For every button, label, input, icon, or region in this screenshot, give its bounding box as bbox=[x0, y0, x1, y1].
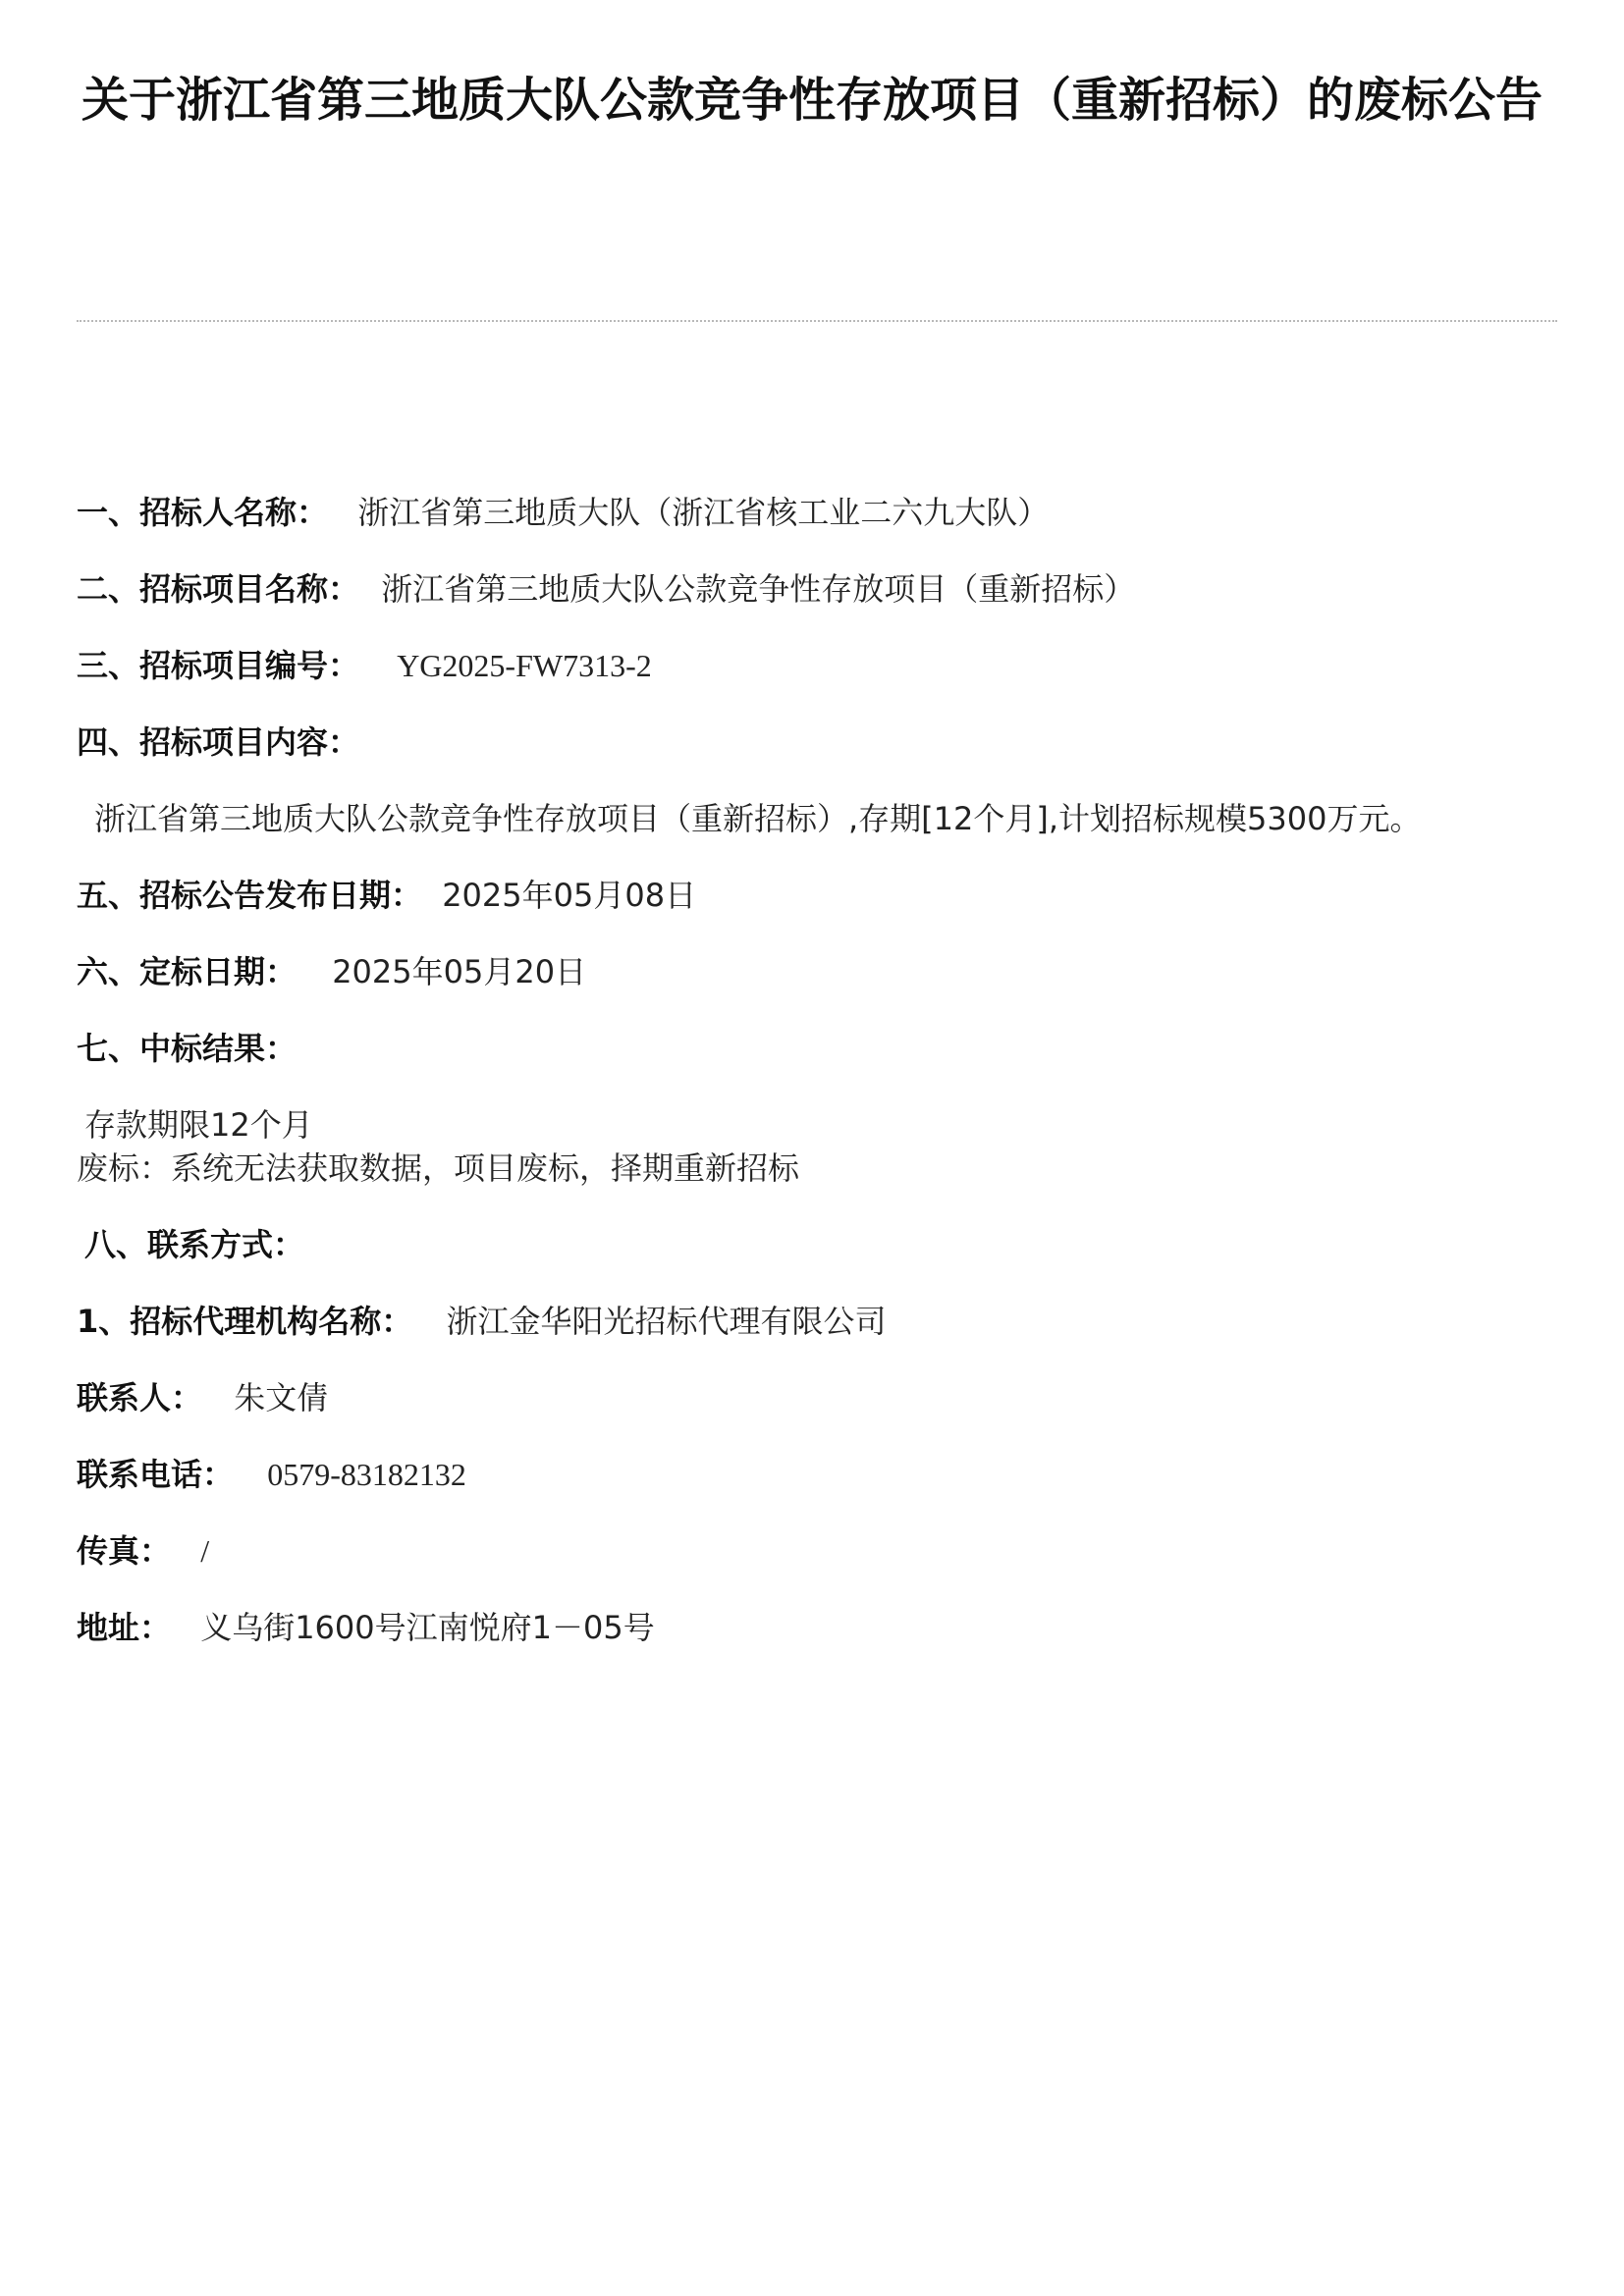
project-name-row bbox=[77, 567, 1135, 611]
agency-name-row bbox=[77, 1300, 886, 1343]
fax-label: 传真： bbox=[77, 1532, 172, 1570]
contact-heading-label: 八、联系方式： bbox=[84, 1226, 305, 1263]
project-content-text: 浙江省第三地质大队公款竞争性存放项目（重新招标）,存期[12个月],计划招标规模5300万元。 bbox=[94, 800, 1422, 837]
publish-date-value: 2025年05月08日 bbox=[442, 877, 697, 914]
tenderer-name-value: 浙江省第三地质大队（浙江省核工业二六九大队） bbox=[357, 494, 1050, 531]
project-name-label: 二、招标项目名称： bbox=[77, 570, 360, 608]
award-result-label: 七、中标结果： bbox=[77, 1030, 298, 1067]
publish-date-row bbox=[77, 874, 696, 917]
contact-phone-row bbox=[77, 1453, 466, 1496]
fax-row bbox=[77, 1529, 209, 1573]
award-date-label: 六、定标日期： bbox=[77, 953, 298, 990]
address-label: 地址： bbox=[77, 1609, 172, 1646]
tenderer-name-label: 一、招标人名称： bbox=[77, 494, 329, 531]
contact-person-label: 联系人： bbox=[77, 1379, 203, 1416]
project-name-value: 浙江省第三地质大队公款竞争性存放项目（重新招标） bbox=[381, 570, 1136, 608]
award-date-row bbox=[77, 950, 586, 993]
abandon-reason-text: 废标：系统无法获取数据，项目废标，择期重新招标 bbox=[77, 1149, 800, 1187]
contact-heading-row bbox=[84, 1223, 304, 1266]
contact-phone-label: 联系电话： bbox=[77, 1456, 235, 1493]
address-row bbox=[77, 1606, 655, 1649]
agency-name-value: 浙江金华阳光招标代理有限公司 bbox=[446, 1303, 887, 1340]
contact-person-value: 朱文倩 bbox=[234, 1379, 329, 1416]
award-date-value: 2025年05月20日 bbox=[332, 953, 587, 990]
divider bbox=[77, 320, 1557, 322]
publish-date-label: 五、招标公告发布日期： bbox=[77, 877, 423, 914]
agency-name-label: 1、招标代理机构名称： bbox=[77, 1303, 413, 1340]
address-value: 义乌街1600号江南悦府1－05号 bbox=[200, 1609, 655, 1646]
contact-person-row bbox=[77, 1376, 328, 1419]
project-content-label: 四、招标项目内容： bbox=[77, 723, 360, 761]
award-result-row bbox=[77, 1027, 297, 1070]
fax-value: / bbox=[200, 1533, 210, 1569]
contact-phone-value: 0579-83182132 bbox=[267, 1457, 466, 1492]
deposit-term-text: 存款期限12个月 bbox=[84, 1106, 313, 1144]
tenderer-name-row bbox=[77, 491, 1049, 534]
project-number-value: YG2025-FW7313-2 bbox=[397, 648, 652, 683]
project-number-row bbox=[77, 644, 652, 687]
project-content-row bbox=[77, 721, 359, 764]
page-title: 关于浙江省第三地质大队公款竞争性存放项目（重新招标）的废标公告 bbox=[81, 73, 1543, 128]
project-number-label: 三、招标项目编号： bbox=[77, 647, 360, 684]
